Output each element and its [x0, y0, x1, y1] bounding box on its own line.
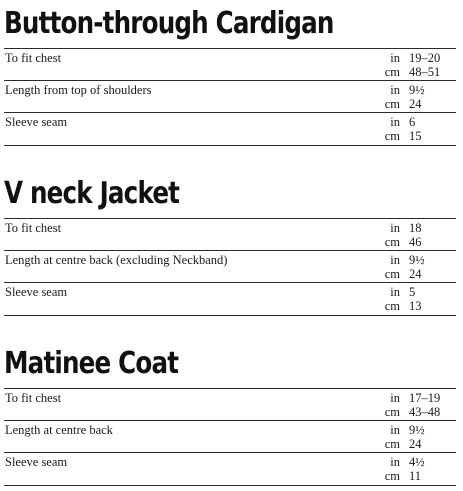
measurement-row [4, 112, 456, 146]
unit-in: in [390, 253, 400, 267]
measurement-label: Length at centre back (excluding Neckband) [5, 253, 228, 267]
unit-in: in [390, 51, 400, 65]
unit-cm: cm [384, 267, 400, 281]
value-cm: 24 [409, 97, 422, 111]
value-cm: 46 [409, 235, 422, 249]
measurement-label: To fit chest [5, 51, 62, 65]
value-cm: 13 [409, 299, 422, 313]
section-title: V neck Jacket [4, 176, 180, 211]
unit-in: in [390, 455, 400, 469]
unit-cm: cm [384, 299, 400, 313]
measurement-label: Sleeve seam [5, 115, 68, 129]
unit-in: in [390, 285, 400, 299]
unit-in: in [390, 83, 400, 97]
value-in: 5 [409, 285, 416, 299]
measurement-row [4, 282, 456, 316]
value-in: 19–20 [409, 51, 441, 65]
value-cm: 11 [409, 469, 422, 483]
measurement-row [4, 388, 456, 421]
unit-in: in [390, 115, 400, 129]
unit-cm: cm [384, 469, 400, 483]
unit-cm: cm [384, 65, 400, 79]
unit-in: in [390, 221, 400, 235]
measurement-row [4, 80, 456, 113]
value-cm: 24 [409, 437, 422, 451]
measurement-label: Sleeve seam [5, 285, 68, 299]
unit-cm: cm [384, 235, 400, 249]
value-in: 18 [409, 221, 422, 235]
value-in: 9½ [409, 83, 425, 97]
measurement-label: Sleeve seam [5, 455, 68, 469]
unit-in: in [390, 423, 400, 437]
measurement-label: Length from top of shoulders [5, 83, 152, 97]
section-title: Button-through Cardigan [4, 6, 334, 41]
unit-cm: cm [384, 437, 400, 451]
measurement-label: To fit chest [5, 391, 62, 405]
value-cm: 48–51 [409, 65, 441, 79]
value-in: 4½ [409, 455, 425, 469]
value-in: 6 [409, 115, 416, 129]
measurement-label: Length at centre back [5, 423, 113, 437]
value-in: 9½ [409, 423, 425, 437]
measurement-row [4, 218, 456, 251]
value-cm: 24 [409, 267, 422, 281]
unit-cm: cm [384, 97, 400, 111]
unit-cm: cm [384, 129, 400, 143]
unit-cm: cm [384, 405, 400, 419]
measurement-row [4, 452, 456, 486]
measurement-row [4, 420, 456, 453]
unit-in: in [390, 391, 400, 405]
measurement-label: To fit chest [5, 221, 62, 235]
value-in: 17–19 [409, 391, 441, 405]
section-title: Matinee Coat [4, 346, 179, 381]
value-in: 9½ [409, 253, 425, 267]
measurement-row [4, 48, 456, 81]
measurement-row [4, 250, 456, 283]
value-cm: 15 [409, 129, 422, 143]
value-cm: 43–48 [409, 405, 441, 419]
